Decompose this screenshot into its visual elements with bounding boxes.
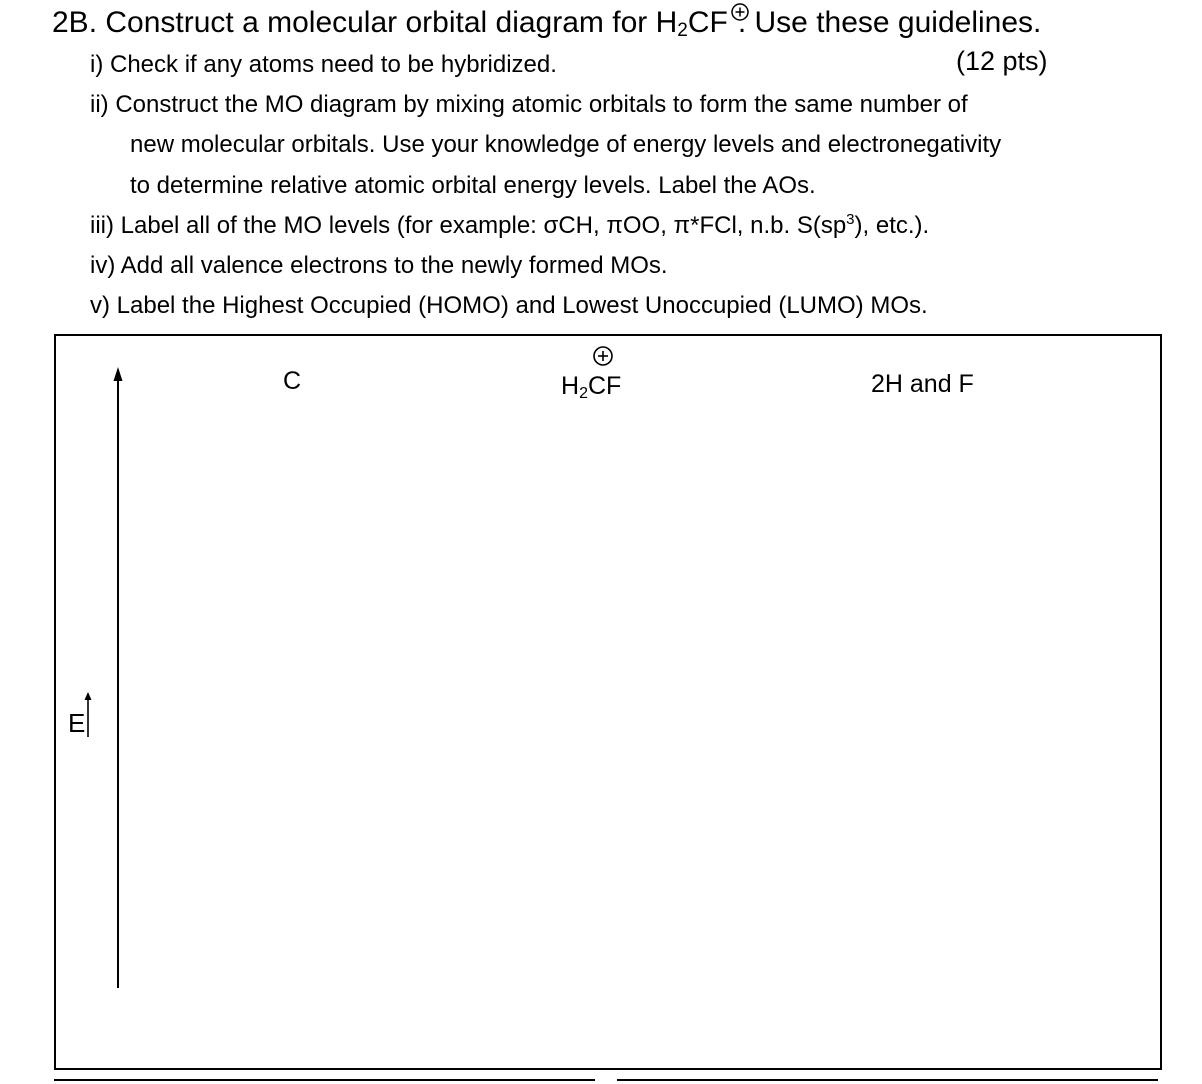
step-ii-line3: to determine relative atomic orbital energy levels. Label the AOs. bbox=[130, 172, 816, 199]
carbon-column-label: C bbox=[283, 367, 302, 395]
molecule-label-h: H bbox=[561, 372, 580, 400]
energy-axis-label: E bbox=[68, 708, 86, 738]
energy-label-arrow-icon bbox=[85, 692, 92, 737]
title-prefix: 2B. Construct a molecular orbital diagram for H bbox=[52, 6, 678, 39]
step-iii-main: iii) Label all of the MO levels (for example: σCH, πOO, π*FCl, n.b. S(sp bbox=[90, 212, 847, 239]
molecule-label-subscript: 2 bbox=[579, 385, 588, 402]
molecule-label-cf: CF bbox=[587, 372, 622, 400]
points-label: (12 pts) bbox=[956, 46, 1048, 76]
step-ii-line1: ii) Construct the MO diagram by mixing atomic orbitals to form the same number of bbox=[90, 91, 968, 118]
step-iii-superscript: 3 bbox=[846, 211, 855, 228]
fragments-column-label: 2H and F bbox=[871, 370, 974, 398]
step-v: v) Label the Highest Occupied (HOMO) and Lowest Unoccupied (LUMO) MOs. bbox=[90, 292, 928, 319]
title-suffix: . Use these guidelines. bbox=[737, 6, 1042, 39]
bottom-left-rule bbox=[54, 1079, 595, 1081]
title-cf: CF bbox=[687, 6, 728, 39]
title-subscript: 2 bbox=[677, 20, 688, 41]
step-iii-end: ), etc.). bbox=[854, 212, 930, 239]
energy-axis-arrow bbox=[114, 367, 123, 988]
step-iv: iv) Add all valence electrons to the newly formed MOs. bbox=[90, 252, 668, 279]
bottom-right-rule bbox=[617, 1079, 1158, 1081]
step-i: i) Check if any atoms need to be hybridized. bbox=[90, 51, 557, 78]
center-positive-charge-icon bbox=[594, 347, 612, 365]
step-ii-line2: new molecular orbitals. Use your knowledge of energy levels and electronegativity bbox=[130, 131, 1002, 158]
